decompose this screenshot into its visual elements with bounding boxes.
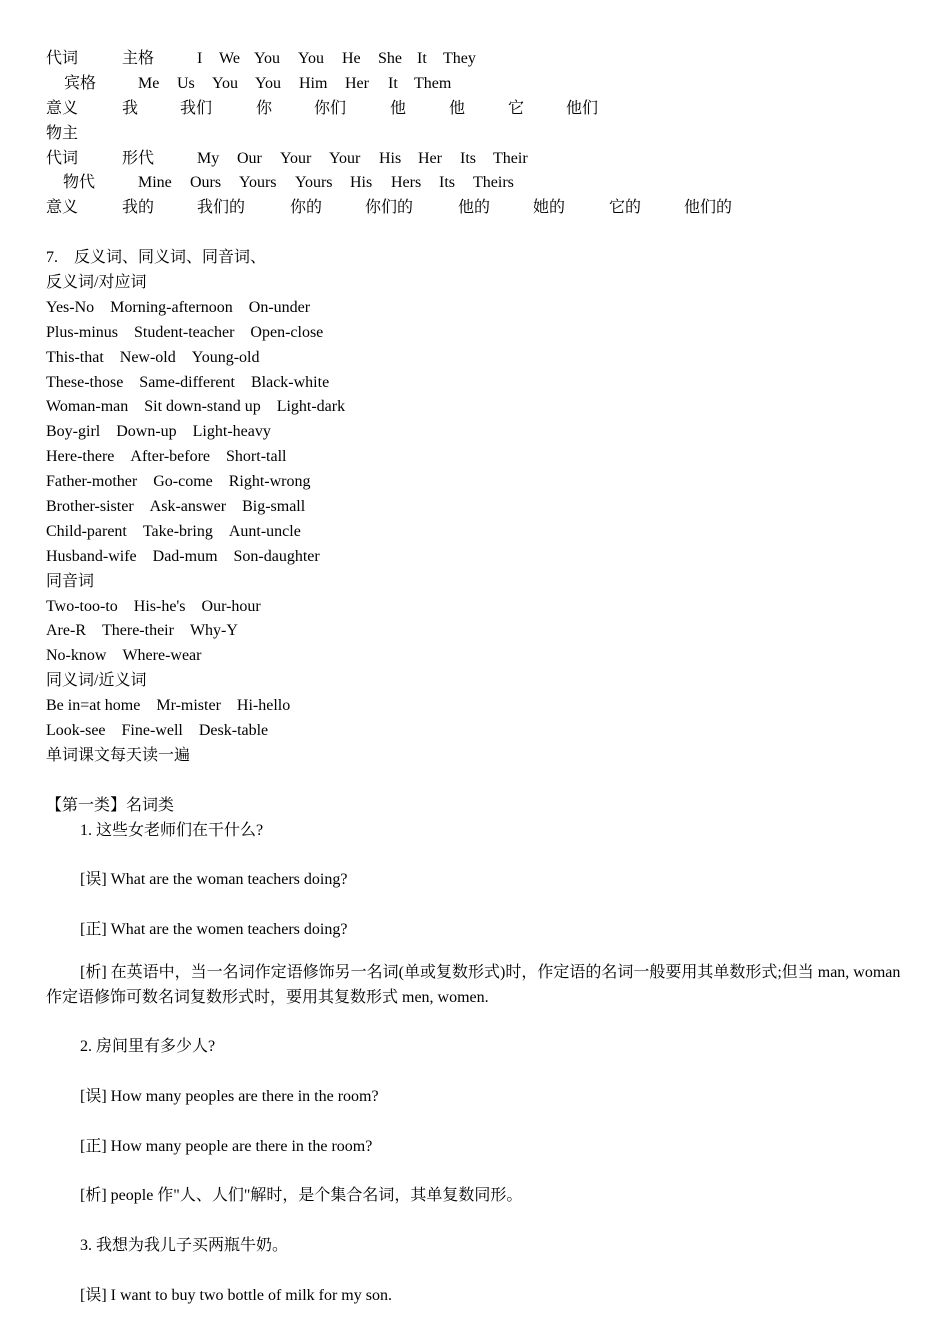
table-cell: 你的 [290, 199, 323, 217]
table-cell: My [197, 149, 220, 167]
list-item: Yes-No Morning-afternoon On-under [46, 298, 311, 316]
table-cell: Hers [391, 174, 422, 192]
table-cell: Him [299, 74, 328, 92]
pronoun-row-3 [46, 97, 908, 122]
list-item: Woman-man Sit down-stand up Light-dark [46, 398, 346, 416]
right-sentence-1: [正] What are the women teachers doing? [80, 921, 348, 939]
homophones-title: 同音词 [46, 572, 95, 590]
pronoun-row-6 [46, 171, 908, 196]
pronoun-row-7 [46, 196, 908, 221]
list-item: These-those Same-different Black-white [46, 373, 330, 391]
list-item: Father-mother Go-come Right-wrong [46, 473, 311, 491]
table-cell: Yours [239, 174, 277, 192]
list-item: Are-R There-their Why-Y [46, 622, 238, 640]
table-cell: 宾格 [64, 74, 97, 92]
table-cell: Her [418, 149, 442, 167]
table-cell: Me [138, 74, 160, 92]
table-cell: 他 [449, 99, 466, 117]
table-cell: It [388, 74, 398, 92]
table-cell: Its [460, 149, 476, 167]
table-cell: Their [493, 149, 528, 167]
table-cell: Them [414, 74, 452, 92]
list-item: Plus-minus Student-teacher Open-close [46, 323, 324, 341]
table-cell: 我们的 [197, 199, 246, 217]
table-cell: 代词 [46, 50, 79, 67]
list-item: No-know Where-wear [46, 647, 202, 665]
table-cell: 意义 [46, 99, 79, 117]
table-cell: Yours [295, 174, 333, 192]
table-cell: 他的 [458, 199, 491, 217]
table-cell: 你们 [314, 99, 347, 117]
table-cell: Mine [138, 174, 172, 192]
table-cell: 他们 [566, 99, 599, 117]
synonyms-title: 同义词/近义词 [46, 672, 147, 690]
list-item: Here-there After-before Short-tall [46, 448, 287, 466]
table-cell: 意义 [46, 199, 79, 217]
table-cell: Ours [190, 174, 222, 192]
list-item: This-that New-old Young-old [46, 348, 260, 366]
table-cell: I [197, 50, 203, 67]
table-cell: They [443, 50, 476, 67]
table-cell: He [342, 50, 361, 67]
table-cell: She [378, 50, 402, 67]
wrong-sentence-1: [误] What are the woman teachers doing? [80, 871, 348, 889]
wrong-sentence-2: [误] How many peoples are there in the room? [80, 1087, 379, 1105]
table-cell: Theirs [473, 174, 514, 192]
table-cell: 你们的 [365, 199, 414, 217]
list-item: Child-parent Take-bring Aunt-uncle [46, 522, 301, 540]
table-cell: It [417, 50, 427, 67]
antonyms-title: 反义词/对应词 [46, 274, 147, 292]
list-item: Look-see Fine-well Desk-table [46, 722, 269, 740]
table-cell: 我们 [180, 99, 213, 117]
category-title: 【第一类】名词类 [46, 796, 175, 814]
table-cell: 它的 [609, 199, 642, 217]
question-2: 2. 房间里有多少人? [80, 1038, 216, 1056]
list-item: Brother-sister Ask-answer Big-small [46, 498, 306, 516]
analysis-1: [析] 在英语中，当一名词作定语修饰另一名词(单或复数形式)时，作定语的名词一般要用其单数形式;但当 man, woman 作定语修饰可数名词复数形式时，要用其复数形式 men, women. [46, 964, 901, 1007]
table-cell: 他们的 [684, 199, 733, 217]
table-cell: 我的 [122, 199, 155, 217]
wrong-sentence-3: [误] I want to buy two bottle of milk for my son. [80, 1286, 392, 1304]
table-cell: Us [177, 74, 195, 92]
table-cell: Her [345, 74, 369, 92]
pronoun-row-1 [46, 47, 908, 72]
section-heading: 7. 反义词、同义词、同音词、 [46, 249, 267, 267]
table-cell: Your [280, 149, 312, 167]
list-item: Two-too-to His-he's Our-hour [46, 597, 261, 615]
list-item: Husband-wife Dad-mum Son-daughter [46, 547, 320, 565]
table-cell: 她的 [533, 199, 566, 217]
table-cell: Its [439, 174, 455, 192]
reminder-text: 单词课文每天读一遍 [46, 746, 191, 764]
question-1: 1. 这些女老师们在干什么? [80, 821, 264, 839]
analysis-2: [析] people 作"人、人们"解时，是个集合名词，其单复数同形。 [80, 1187, 523, 1205]
pronoun-row-5 [46, 147, 908, 172]
table-cell: 你 [256, 99, 273, 117]
list-item: Be in=at home Mr-mister Hi-hello [46, 697, 291, 715]
table-cell: His [379, 149, 402, 167]
table-cell: You [254, 50, 280, 67]
table-cell: 代词 [46, 149, 79, 167]
table-cell: Your [329, 149, 361, 167]
question-3: 3. 我想为我儿子买两瓶牛奶。 [80, 1237, 289, 1255]
table-cell: You [212, 74, 238, 92]
table-cell: Our [237, 149, 262, 167]
right-sentence-2: [正] How many people are there in the room? [80, 1137, 373, 1155]
document-body [46, 47, 908, 1309]
table-cell: His [350, 174, 373, 192]
table-cell: You [298, 50, 324, 67]
pronoun-row-4 [46, 122, 908, 147]
table-cell: We [219, 50, 240, 67]
table-cell: 它 [508, 99, 525, 117]
list-item: Boy-girl Down-up Light-heavy [46, 423, 271, 441]
pronoun-row-2 [46, 72, 908, 97]
table-cell: 主格 [122, 50, 155, 67]
table-cell: 物主 [46, 124, 79, 142]
table-cell: You [255, 74, 281, 92]
table-cell: 形代 [122, 149, 155, 167]
table-cell: 我 [122, 99, 139, 117]
table-cell: 他 [390, 99, 407, 117]
table-cell: 物代 [63, 174, 96, 192]
